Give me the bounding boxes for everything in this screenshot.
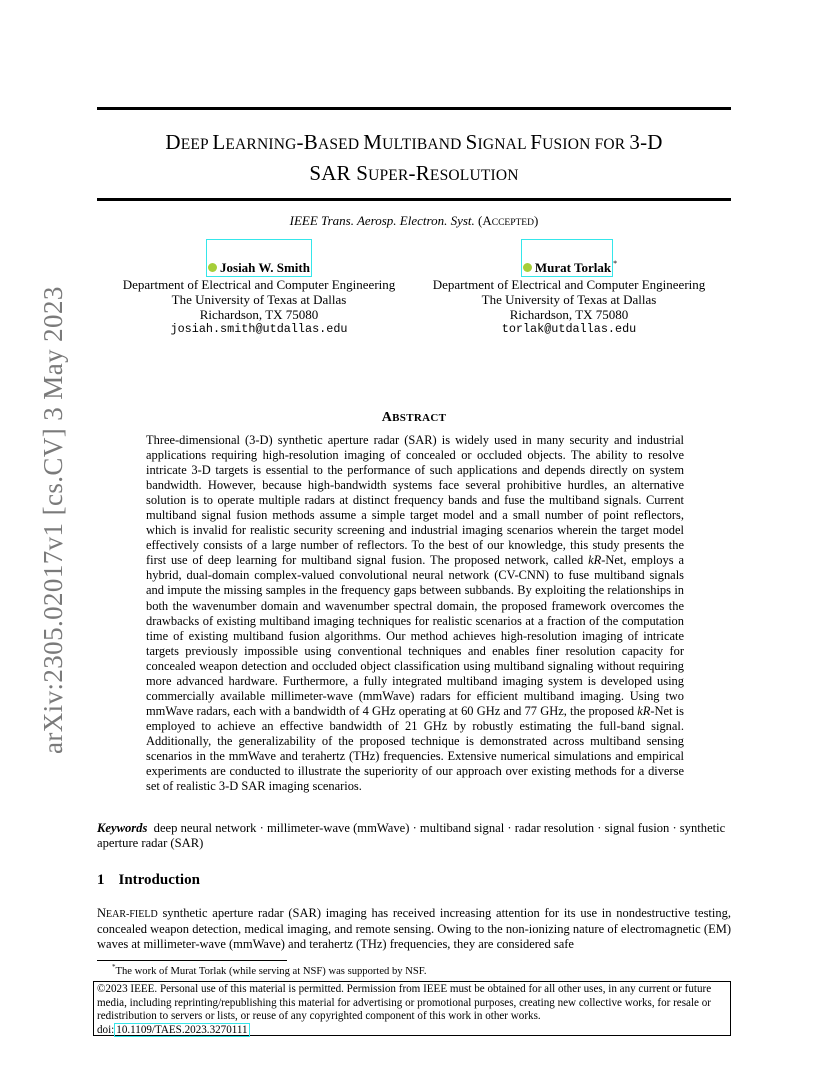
intro-text: synthetic aperture radar (SAR) imaging has received increasing attention for its use in nondestructive testing, concealed weapon detection, medical imaging, and remote sensing. Owing to the non-ionizing nature of electromagnetic (EM) waves at millimeter-wave (mmWave) and terahertz (THz) frequencies, they are considered safe (97, 906, 731, 952)
footnote (112, 963, 426, 977)
title-top-rule (97, 107, 731, 110)
title-text: 3-D (629, 130, 663, 154)
abstract-body (146, 433, 684, 794)
footnote-mark[interactable]: * (613, 259, 618, 268)
orcid-icon[interactable] (523, 263, 532, 272)
intro-lead: N (97, 906, 107, 920)
abstract-heading-text: A (381, 410, 393, 425)
author-link-1[interactable] (206, 239, 312, 277)
title-text: -R (408, 161, 430, 185)
section-heading (97, 872, 200, 889)
author-university: The University of Texas at Dallas (171, 292, 347, 307)
title-bottom-rule (97, 198, 731, 201)
title-text: ASED (317, 136, 364, 153)
title-text: ESOLUTION (429, 167, 519, 184)
title-text: M (363, 130, 383, 154)
section-title: Introduction (118, 872, 200, 888)
title-text: ULTIBAND (382, 136, 466, 153)
keywords-list: deep neural network · millimeter-wave (mmWave) · multiband signal · radar resolution · signal fusion · synthetic aperture radar (SAR) (97, 821, 726, 850)
footnote-rule (97, 960, 287, 961)
title-text: L (212, 130, 226, 154)
title-text: D (165, 130, 181, 154)
title-text: EEP (180, 136, 213, 153)
journal-name: IEEE Trans. Aerosp. Electron. Syst. (289, 213, 475, 228)
journal-status (475, 213, 539, 228)
title-text: -B (296, 130, 318, 154)
intro-lead: EAR-FIELD (106, 909, 158, 920)
arxiv-sidebar-id: arXiv:2305.02017v1 [cs.CV] 3 May 2023 (38, 286, 68, 754)
paper-title (97, 128, 731, 190)
network-name: kR (588, 553, 602, 568)
abstract-heading-text: BSTRACT (392, 412, 447, 424)
author-name: Josiah W. Smith (220, 260, 310, 275)
footnote-mark: * (112, 963, 116, 971)
section-number: 1 (97, 872, 105, 888)
network-name: kR (637, 703, 651, 718)
author-name: Murat Torlak (534, 260, 612, 275)
journal-line (97, 213, 731, 229)
author-university: The University of Texas at Dallas (481, 292, 657, 307)
title-line-1 (97, 128, 731, 159)
title-line-2 (97, 159, 731, 190)
author-email[interactable]: torlak@utdallas.edu (501, 322, 637, 336)
doi-link[interactable]: 10.1109/TAES.2023.3270111 (116, 1023, 248, 1036)
abstract-text: Three-dimensional (3-D) synthetic aperture radar (SAR) is widely used in many security and industrial applications requiring high-resolution imaging of concealed or occluded objects. The ability to resolve intricate 3-D targets is essential to the performance of such applications and depends directly on system bandwidth. However, because high-bandwidth systems face several prohibitive hurdles, an alternative solution is to operate multiple radars at distinct frequency bands and fuse the multiband signals. Current multiband signal fusion methods assume a simple target model and a small number of point reflectors, which is invalid for realistic security screening and industrial imaging scenarios wherein the target model effectively consists of a large number of reflectors. To the best of our knowledge, this study presents the first use of deep learning for multiband signal fusion. The proposed network, called (146, 433, 684, 568)
title-text: USION FOR (542, 136, 630, 153)
copyright-notice (93, 981, 731, 1036)
abstract-text: -Net is employed to achieve an effective bandwidth of 21 GHz by robustly estimating the full-band signal. Additionally, the generalizability of the proposed technique is demonstrated across multiband sensing scenarios in the mmWave and terahertz (THz) frequencies. Extensive numerical simulations and empirical experiments are conducted to illustrate the superiority of our approach over existing methods for a diverse set of realistic 3-D SAR imaging scenarios. (146, 703, 684, 794)
author-block-1 (110, 239, 408, 337)
journal-status-part: ) (533, 213, 539, 228)
intro-paragraph (97, 906, 731, 953)
keywords (97, 821, 731, 851)
title-text: EARNING (225, 136, 297, 153)
author-location: Richardson, TX 75080 (509, 307, 629, 322)
author-location: Richardson, TX 75080 (199, 307, 319, 322)
abstract-text: -Net, employs a hybrid, dual-domain complex-valued convolutional neural network (CV-CNN) to fuse multiband signals and impute the missing samples in the frequency gaps between subbands. By exploiting the relationships in both the wavenumber domain and wavenumber spectral domain, the proposed framework overcomes the drawbacks of existing multiband imaging techniques for realistic scenarios at a fraction of the computation time of existing multiband fusion algorithms. Our method achieves high-resolution imaging of intricate targets previously impossible using conventional techniques and enables finer resolution capacity for concealed weapon detection and occluded object classification using multiband signaling without requiring more advanced hardware. Furthermore, a fully integrated multiband imaging system is developed using commercially available millimeter-wave (mmWave) radars for efficient multiband imaging. Using two mmWave radars, each with a bandwidth of 4 GHz operating at 60 GHz and 77 GHz, the proposed (146, 553, 684, 718)
footnote-text: The work of Murat Torlak (while serving at NSF) was supported by NSF. (115, 966, 427, 977)
title-text: IGNAL (477, 136, 531, 153)
keywords-label: Keywords (97, 821, 148, 835)
title-text: UPER (368, 167, 409, 184)
journal-status-part: CCEPTED (491, 218, 534, 228)
author-block-2 (420, 239, 718, 337)
title-text: SAR S (309, 161, 369, 185)
title-text: S (465, 130, 478, 154)
author-link-2[interactable] (521, 239, 613, 277)
copyright-text: ©2023 IEEE. Personal use of this material is permitted. Permission from IEEE must be obtained for all other uses, in any current or future media, including reprinting/republishing this material for advertising or promotional purposes, creating new collective works, for resale or redistribution to servers or lists, or reuse of any copyrighted component of this work in other works. (97, 983, 712, 1023)
author-affiliation: Department of Electrical and Computer Engineering (122, 277, 396, 292)
doi-label: doi: (97, 1023, 115, 1036)
author-email[interactable]: josiah.smith@utdallas.edu (170, 322, 348, 336)
title-text: F (530, 130, 543, 154)
author-affiliation: Department of Electrical and Computer Engineering (432, 277, 706, 292)
abstract-heading (97, 410, 731, 426)
journal-status-part: (A (474, 213, 492, 228)
orcid-icon[interactable] (208, 263, 217, 272)
